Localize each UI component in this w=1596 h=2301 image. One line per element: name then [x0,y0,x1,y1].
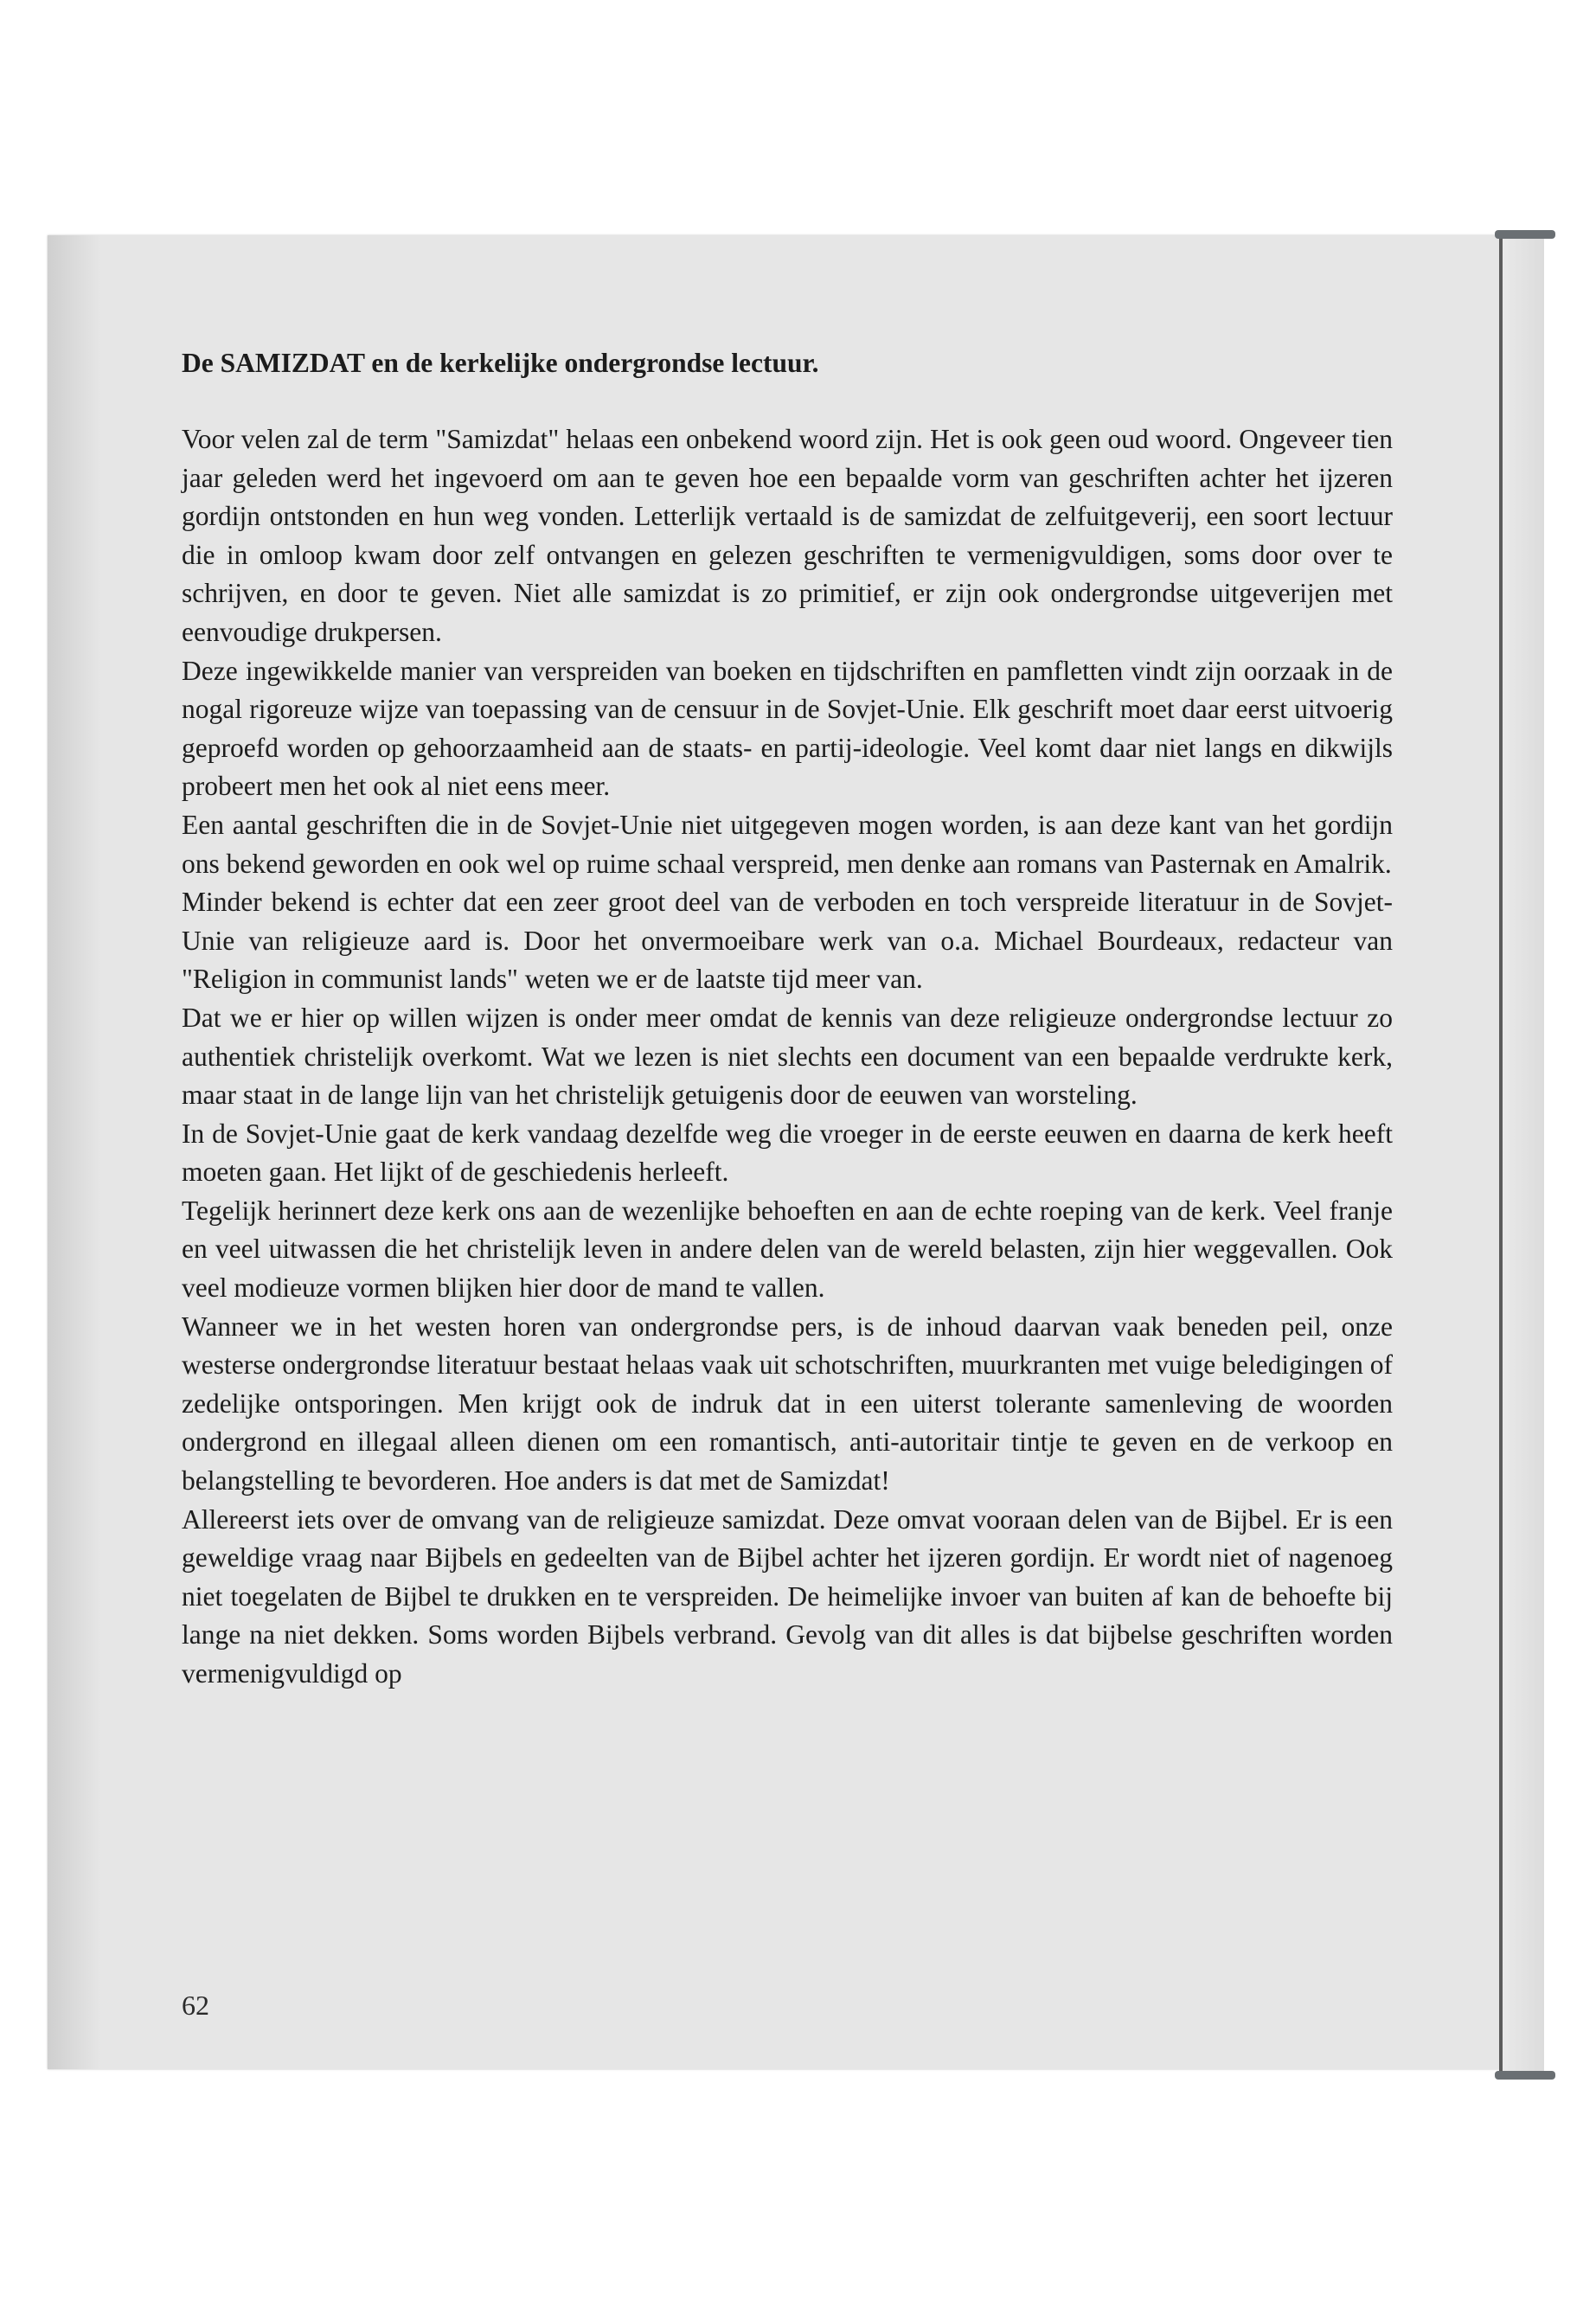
book-fore-edge [1499,231,1544,2073]
paragraph-2: Deze ingewikkelde manier van verspreiden van boeken en tijdschriften en pamfletten vindt zijn oorzaak in de nogal rigoreuze wijze van toepassing van de censuur in de Sovjet-Unie. Elk geschrift moet daar eerst uitvoerig geproefd worden op gehoorzaamheid aan de staats- en partij-ideologie. Veel komt daar niet langs en dikwijls probeert men het ook al niet eens meer. [182,655,1393,802]
paragraph-4: Minder bekend is echter dat een zeer groot deel van de verboden en toch verspreide literatuur in de Sovjet-Unie van religieuze aard is. Door het onvermoeibare werk van o.a. Michael Bourdeaux, redacteur van "Religion in communist lands" weten we er de laatste tijd meer van. [182,887,1393,995]
paragraph-3: Een aantal geschriften die in de Sovjet-Unie niet uitgegeven mogen worden, is aan deze kant van het gordijn ons bekend geworden en ook wel op ruime schaal verspreid, men denke aan romans van Pasternak en Amalrik. [182,809,1393,879]
paragraph-8: Wanneer we in het westen horen van ondergrondse pers, is de inhoud daarvan vaak beneden peil, onze westerse ondergrondse literatuur bestaat helaas vaak uit schotschriften, muurkranten met vuige beledigingen of zedelijke ontsporingen. Men krijgt ook de indruk dat in een uiterst tolerante samenleving de woorden ondergrond en illegaal alleen dienen om een romantisch, anti-autoritair tintje te geven en de verkoop en belangstelling te bevorderen. Hoe anders is dat met de Samizdat! [182,1311,1393,1497]
top-page-clip [1495,230,1555,239]
paragraph-6: In de Sovjet-Unie gaat de kerk vandaag dezelfde weg die vroeger in de eerste eeuwen en daarna de kerk heeft moeten gaan. Het lijkt of de geschiedenis herleeft. [182,1118,1393,1188]
page-number: 62 [182,1990,209,2021]
paragraph-9: Allereerst iets over de omvang van de religieuze samizdat. Deze omvat vooraan delen van de Bijbel. Er is een geweldige vraag naar Bijbels en gedeelten van de Bijbel achter het ijzeren gordijn. Er wordt niet of nagenoeg niet toegelaten de Bijbel te drukken en te verspreiden. De heimelijke invoer van buiten af kan de behoefte bij lange na niet dekken. Soms worden Bijbels verbrand. Gevolg van dit alles is dat bijbelse geschriften worden vermenigvuldigd op [182,1503,1393,1689]
page-heading: De SAMIZDAT en de kerkelijke ondergrondse lectuur. [182,348,819,378]
paragraph-1: Voor velen zal de term "Samizdat" helaas een onbekend woord zijn. Het is ook geen oud woord. Ongeveer tien jaar geleden werd het ingevoerd om aan te geven hoe een bepaalde vorm van geschriften achter het ijzeren gordijn ontstonden en hun weg vonden. Letterlijk vertaald is de samizdat de zelfuitgeverij, een soort lectuur die in omloop kwam door zelf ontvangen en gelezen geschriften te vermenigvuldigen, soms door over te schrijven, en door te geven. Niet alle samizdat is zo primitief, er zijn ook ondergrondse uitgeverijen met eenvoudige drukpersen. [182,424,1393,647]
text-block [182,346,1393,1694]
bottom-page-clip [1495,2071,1555,2080]
paragraph-7: Tegelijk herinnert deze kerk ons aan de wezenlijke behoeften en aan de echte roeping van de kerk. Veel franje en veel uitwassen die het christelijk leven in andere delen van de wereld belasten, zijn hier weggevallen. Ook veel modieuze vormen blijken hier door de mand te vallen. [182,1195,1393,1304]
page-gutter-shadow [48,235,101,2069]
paragraph-5: Dat we er hier op willen wijzen is onder meer omdat de kennis van deze religieuze ondergrondse lectuur zo authentiek christelijk overkomt. Wat we lezen is niet slechts een document van een bepaalde verdrukte kerk, maar staat in de lange lijn van het christelijk getuigenis door de eeuwen van worsteling. [182,1002,1393,1111]
book-page [48,235,1522,2069]
